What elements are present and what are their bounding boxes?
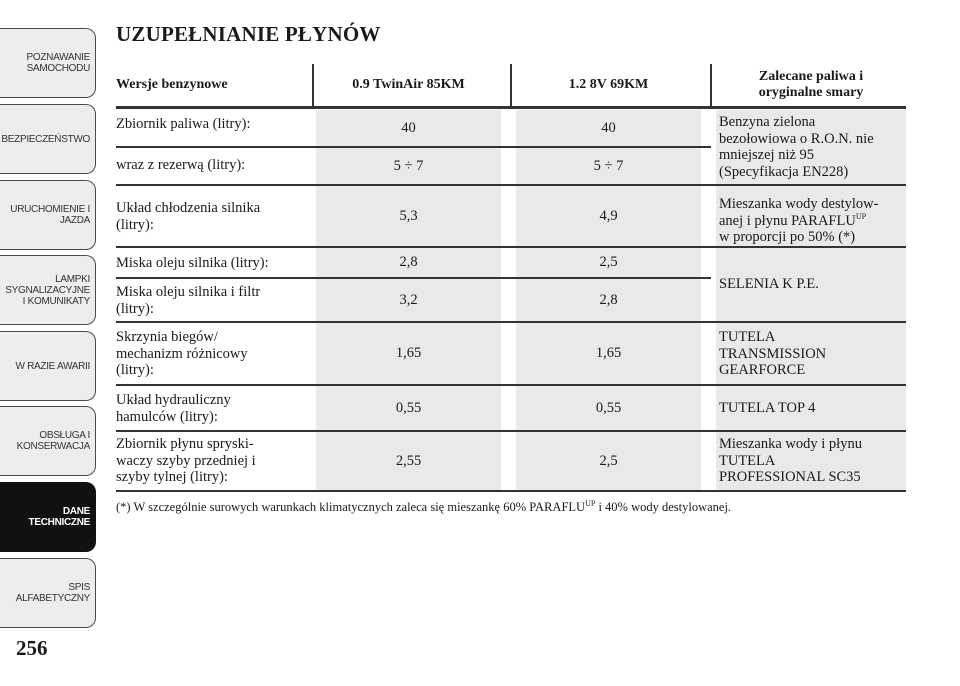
row-label: wraz z rezerwą (litry): [116,157,246,173]
row-label: Miska oleju silnika i filtr (litry): [116,284,261,317]
value-engine-1: 0,55 [316,386,501,430]
value-engine-1: 2,55 [316,432,501,490]
header-engine-1: 0.9 TwinAir 85KM [352,77,465,92]
engine-oil-recommendation: SELENIA K P.E. [716,248,906,321]
tab-dane-techniczne[interactable]: DANE TECHNICZNE [0,482,96,552]
value-engine-2: 0,55 [516,386,701,430]
tab-bezpieczenstwo[interactable]: BEZPIECZEŃSTWO [0,104,96,174]
row-label: Układ chłodzenia silnika (litry): [116,200,261,233]
tab-obsluga-i-konserwacja[interactable]: OBSŁUGA I KONSERWACJA [0,406,96,476]
brake-fluid-recommendation: TUTELA TOP 4 [716,386,906,430]
value-engine-2: 5 ÷ 7 [516,148,701,184]
row-label: Zbiornik płynu spryski- waczy szyby przedniej i szyby tylnej (litry): [116,436,256,485]
gearbox-recommendation: TUTELA TRANSMISSION GEARFORCE [716,323,906,384]
header-versions: Wersje benzynowe [116,77,228,92]
value-engine-2: 1,65 [516,323,701,384]
value-engine-2: 2,5 [516,432,701,490]
value-engine-1: 2,8 [316,248,501,277]
value-engine-1: 5,3 [316,186,501,246]
value-engine-1: 1,65 [316,323,501,384]
value-engine-1: 40 [316,110,501,146]
value-engine-1: 3,2 [316,279,501,321]
washer-fluid-recommendation: Mieszanka wody i płynu TUTELA PROFESSIONAL SC35 [716,432,906,490]
tab-lampki-sygnalizacyjne[interactable]: LAMPKI SYGNALIZACYJNE I KOMUNIKATY [0,255,96,325]
tab-spis-alfabetyczny[interactable]: SPIS ALFABETYCZNY [0,558,96,628]
row-label: Skrzynia biegów/ mechanizm różnicowy (litry): [116,329,248,378]
value-engine-2: 2,8 [516,279,701,321]
tab-poznawanie-samochodu[interactable]: POZNAWANIE SAMOCHODU [0,28,96,98]
row-label: Zbiornik paliwa (litry): [116,116,251,132]
row-label: Układ hydrauliczny hamulców (litry): [116,392,231,425]
value-engine-2: 40 [516,110,701,146]
page-number: 256 [16,636,48,660]
header-recommended: Zalecane paliwa i oryginalne smary [758,69,864,100]
footnote: (*) W szczególnie surowych warunkach klimatycznych zaleca się mieszankę 60% $PARAFLU^{UP}$ i 40% wody destylowanej. [116,498,732,514]
value-engine-1: 5 ÷ 7 [316,148,501,184]
value-engine-2: 4,9 [516,186,701,246]
tab-w-razie-awarii[interactable]: W RAZIE AWARII [0,331,96,401]
row-label: Miska oleju silnika (litry): [116,255,269,271]
value-engine-2: 2,5 [516,248,701,277]
coolant-recommendation: Mieszanka wody destylow- anej i płynu $PARAFLU^{UP}$ w proporcji po 50% (*) [716,186,906,246]
page-title: UZUPEŁNIANIE PŁYNÓW [116,22,381,46]
header-engine-2: 1.2 8V 69KM [568,77,649,92]
tab-uruchomienie-i-jazda[interactable]: URUCHOMIENIE I JAZDA [0,180,96,250]
fuel-recommendation: Benzyna zielona bezołowiowa o R.O.N. nie mniejszej niż 95 (Specyfikacja EN228) [716,110,906,184]
